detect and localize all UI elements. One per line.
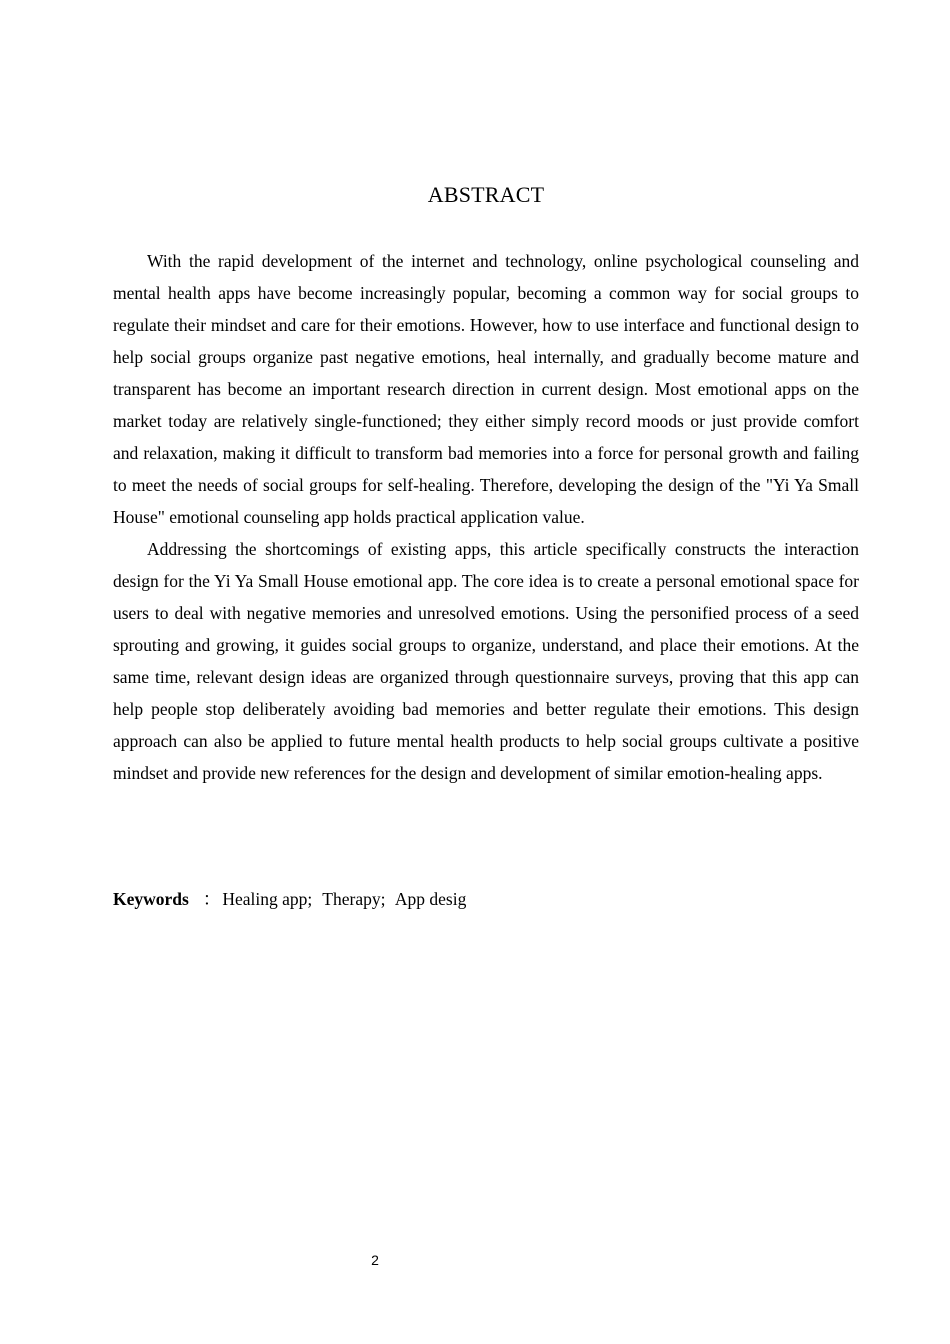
abstract-paragraph-2: Addressing the shortcomings of existing apps, this article specifically constructs the interaction design for the Yi Ya Small House emotional app. The core idea is to create a personal emotional space for users to deal with negative memories and unresolved emotions. Using the personified process of a seed sprouting and growing, it guides social groups to organize, understand, and place their emotions. At the same time, relevant design ideas are organized through questionnaire surveys, proving that this app can help people stop deliberately avoiding bad memories and better regulate their emotions. This design approach can also be applied to future mental health products to help social groups cultivate a positive mindset and provide new references for the design and development of similar emotion-healing apps. (113, 539, 859, 783)
abstract-body (113, 245, 859, 789)
abstract-paragraph-1: With the rapid development of the internet and technology, online psychological counseling and mental health apps have become increasingly popular, becoming a common way for social groups to regulate their mindset and care for their emotions. However, how to use interface and functional design to help social groups organize past negative emotions, heal internally, and gradually become mature and transparent has become an important research direction in current design. Most emotional apps on the market today are relatively single-functioned; they either simply record moods or just provide comfort and relaxation, making it difficult to transform bad memories into a force for personal growth and failing to meet the needs of social groups for self-healing. Therefore, developing the design of the "Yi Ya Small House" emotional counseling app holds practical application value. (113, 251, 859, 527)
keyword-item: App desig (394, 889, 467, 909)
abstract-title: ABSTRACT (427, 182, 545, 207)
keywords-label: Keywords (113, 889, 189, 909)
keyword-item: Healing app; (222, 889, 313, 909)
page-number: 2 (371, 1252, 379, 1268)
keywords-line (113, 884, 859, 914)
keywords-separator: ： (202, 889, 221, 909)
keyword-item: Therapy; (322, 889, 386, 909)
